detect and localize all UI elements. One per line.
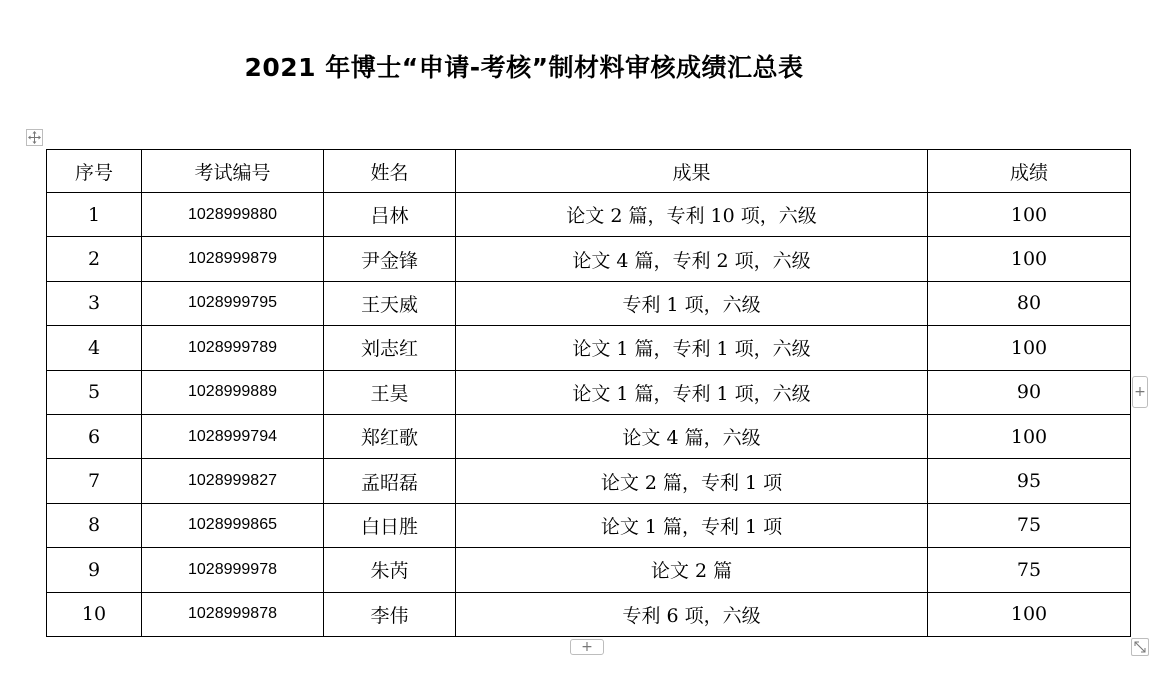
resize-diagonal-icon (1132, 639, 1148, 655)
cell-achievement[interactable]: 论文 4 篇，六级 (456, 414, 928, 458)
cell-seq[interactable]: 9 (47, 548, 142, 592)
cell-score[interactable]: 100 (928, 326, 1131, 370)
cell-seq[interactable]: 6 (47, 414, 142, 458)
cell-score[interactable]: 100 (928, 414, 1131, 458)
table-row (47, 281, 1131, 325)
table-row (47, 592, 1131, 636)
cell-name[interactable]: 王天威 (324, 281, 456, 325)
cell-exam-id[interactable]: 1028999827 (142, 459, 324, 503)
cell-achievement[interactable]: 专利 1 项，六级 (456, 281, 928, 325)
table-row (47, 459, 1131, 503)
cell-achievement[interactable]: 论文 4 篇，专利 2 项，六级 (456, 237, 928, 281)
cell-achievement[interactable]: 论文 2 篇 (456, 548, 928, 592)
cell-name[interactable]: 吕林 (324, 193, 456, 237)
cell-achievement[interactable]: 论文 1 篇，专利 1 项 (456, 503, 928, 547)
table-resize-handle[interactable] (1131, 638, 1149, 656)
cell-achievement[interactable]: 论文 2 篇，专利 10 项，六级 (456, 193, 928, 237)
cell-seq[interactable]: 2 (47, 237, 142, 281)
add-column-button[interactable]: + (1132, 376, 1148, 408)
header-name: 姓名 (324, 150, 456, 193)
cell-name[interactable]: 郑红歌 (324, 414, 456, 458)
cell-exam-id[interactable]: 1028999878 (142, 592, 324, 636)
table-row (47, 237, 1131, 281)
cell-score[interactable]: 95 (928, 459, 1131, 503)
cell-exam-id[interactable]: 1028999978 (142, 548, 324, 592)
cell-achievement[interactable]: 论文 2 篇，专利 1 项 (456, 459, 928, 503)
cell-name[interactable]: 王昊 (324, 370, 456, 414)
cell-seq[interactable]: 7 (47, 459, 142, 503)
cell-seq[interactable]: 5 (47, 370, 142, 414)
cell-exam-id[interactable]: 1028999794 (142, 414, 324, 458)
cell-score[interactable]: 100 (928, 592, 1131, 636)
cell-score[interactable]: 100 (928, 237, 1131, 281)
table-row (47, 414, 1131, 458)
table-row (47, 548, 1131, 592)
table-row (47, 370, 1131, 414)
cell-exam-id[interactable]: 1028999795 (142, 281, 324, 325)
cell-seq[interactable]: 8 (47, 503, 142, 547)
cell-exam-id[interactable]: 1028999889 (142, 370, 324, 414)
cell-exam-id[interactable]: 1028999789 (142, 326, 324, 370)
cell-name[interactable]: 孟昭磊 (324, 459, 456, 503)
cell-seq[interactable]: 3 (47, 281, 142, 325)
cell-exam-id[interactable]: 1028999880 (142, 193, 324, 237)
header-score: 成绩 (928, 150, 1131, 193)
cell-score[interactable]: 90 (928, 370, 1131, 414)
cell-achievement[interactable]: 论文 1 篇，专利 1 项，六级 (456, 326, 928, 370)
cell-exam-id[interactable]: 1028999879 (142, 237, 324, 281)
cell-name[interactable]: 刘志红 (324, 326, 456, 370)
table-move-handle[interactable] (26, 129, 43, 146)
cell-name[interactable]: 尹金锋 (324, 237, 456, 281)
table-row (47, 326, 1131, 370)
table-row (47, 193, 1131, 237)
header-seq: 序号 (47, 150, 142, 193)
cell-seq[interactable]: 10 (47, 592, 142, 636)
cell-score[interactable]: 75 (928, 503, 1131, 547)
cell-name[interactable]: 李伟 (324, 592, 456, 636)
cell-score[interactable]: 75 (928, 548, 1131, 592)
cell-achievement[interactable]: 专利 6 项，六级 (456, 592, 928, 636)
cell-achievement[interactable]: 论文 1 篇，专利 1 项，六级 (456, 370, 928, 414)
table-row (47, 503, 1131, 547)
cell-exam-id[interactable]: 1028999865 (142, 503, 324, 547)
document-title: 2021 年博士“申请-考核”制材料审核成绩汇总表 (244, 53, 804, 82)
table-header-row (47, 150, 1131, 193)
header-exam-id: 考试编号 (142, 150, 324, 193)
cell-score[interactable]: 80 (928, 281, 1131, 325)
cell-name[interactable]: 白日胜 (324, 503, 456, 547)
cell-seq[interactable]: 4 (47, 326, 142, 370)
cell-name[interactable]: 朱芮 (324, 548, 456, 592)
move-arrows-icon (27, 130, 42, 145)
add-row-button[interactable]: + (570, 639, 604, 655)
header-achievement: 成果 (456, 150, 928, 193)
cell-seq[interactable]: 1 (47, 193, 142, 237)
cell-score[interactable]: 100 (928, 193, 1131, 237)
score-summary-table (46, 149, 1131, 637)
